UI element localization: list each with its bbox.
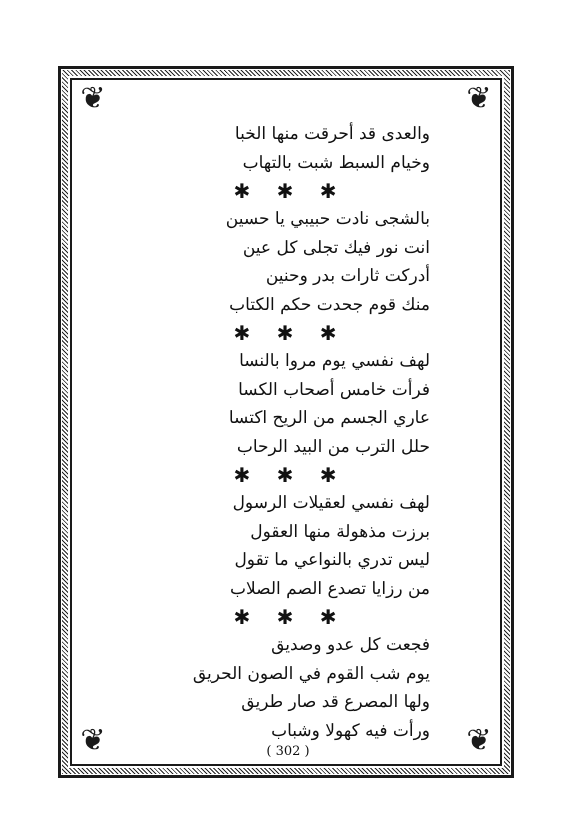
stanza-separator: ✱ ✱ ✱ <box>233 321 347 345</box>
verse-line: من رزايا تصدع الصم الصلاب <box>229 578 430 599</box>
verse-line: يوم شب القوم في الصون الحريق <box>192 663 430 684</box>
verse-line: أدركت ثارات بدر وحنين <box>265 266 430 286</box>
verse-line: ليس تدري بالنواعي ما تقول <box>234 550 430 570</box>
corner-ornament-icon: ❦ <box>466 81 492 116</box>
stanza-separator: ✱ ✱ ✱ <box>233 463 347 487</box>
verse-line: منك قوم جحدت حكم الكتاب <box>229 294 430 315</box>
verse-line: لهف نفسي يوم مروا بالنسا <box>239 351 430 371</box>
corner-ornament-icon: ❦ <box>466 723 492 758</box>
verse-line: ورأت فيه كهولا وشباب <box>271 720 430 741</box>
corner-ornament-icon: ❦ <box>80 723 106 758</box>
verse-line: عاري الجسم من الريح اكتسا <box>228 408 430 428</box>
corner-ornament-icon: ❦ <box>80 81 106 116</box>
verse-line: فرأت خامس أصحاب الكسا <box>238 379 430 400</box>
verse-line: والعدى قد أحرقت منها الخبا <box>234 124 430 144</box>
page-number: ( 302 ) <box>266 744 310 759</box>
stanza-separator: ✱ ✱ ✱ <box>233 605 347 629</box>
poem-body <box>150 120 430 745</box>
verse-line: بالشجى نادت حبيبي يا حسين <box>225 209 430 229</box>
verse-line: انت نور فيك تجلى كل عين <box>242 237 430 258</box>
verse-line: ولها المصرع قد صار طريق <box>241 692 430 712</box>
verse-line: حلل الترب من البيد الرحاب <box>236 436 430 457</box>
verse-line: لهف نفسي لعقيلات الرسول <box>232 493 430 513</box>
verse-line: وخيام السبط شبت بالتهاب <box>242 152 430 173</box>
stanza-separator: ✱ ✱ ✱ <box>233 179 347 203</box>
verse-line: فجعت كل عدو وصديق <box>271 635 430 655</box>
verse-line: برزت مذهولة منها العقول <box>250 521 430 542</box>
